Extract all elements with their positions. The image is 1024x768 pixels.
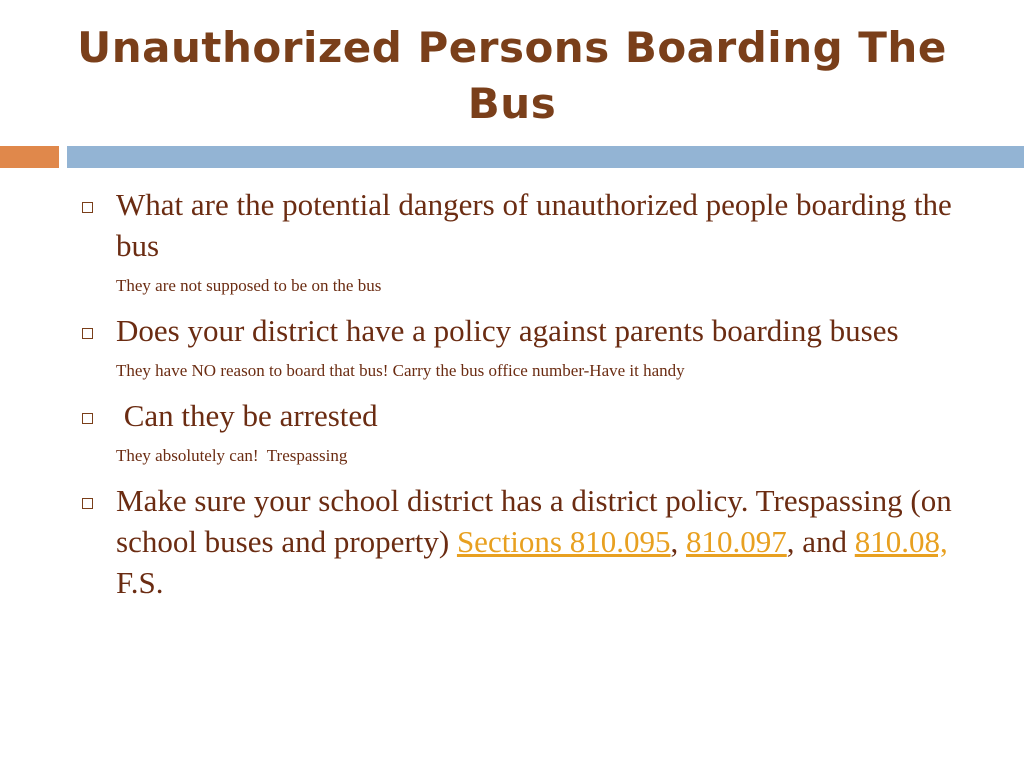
bullet-text: Does your district have a policy against parents boarding buses xyxy=(116,313,899,348)
slide-content xyxy=(82,184,982,603)
square-bullet-icon xyxy=(82,413,93,424)
accent-bar-blue xyxy=(67,146,1024,168)
statute-link-810-095[interactable]: Sections 810.095 xyxy=(456,524,671,559)
statute-link-810-097[interactable]: 810.097 xyxy=(686,524,787,559)
bullet-text: Can they be arrested xyxy=(116,398,378,433)
bullet-item xyxy=(82,184,982,266)
bullet-text: What are the potential dangers of unauthorized people boarding the bus xyxy=(116,187,952,263)
bullet-text-suffix: F.S. xyxy=(116,565,164,600)
sub-point: They have NO reason to board that bus! Carry the bus office number-Have it handy xyxy=(116,361,685,380)
square-bullet-icon xyxy=(82,498,93,509)
slide-title: Unauthorized Persons Boarding The Bus xyxy=(77,23,947,128)
square-bullet-icon xyxy=(82,328,93,339)
sub-point: They absolutely can! Trespassing xyxy=(116,446,348,465)
accent-bar-orange xyxy=(0,146,59,168)
bullet-item xyxy=(82,480,982,603)
bullet-item xyxy=(82,395,982,436)
statute-link-810-08[interactable]: 810.08, xyxy=(854,524,948,559)
separator-text: , and xyxy=(786,524,855,559)
bullet-text: Make sure your school district has a district policy. Trespassing (on school buses and property) xyxy=(116,483,952,559)
square-bullet-icon xyxy=(82,202,93,213)
separator-text: , xyxy=(670,524,686,559)
sub-point: They are not supposed to be on the bus xyxy=(116,276,382,295)
bullet-item xyxy=(82,310,982,351)
